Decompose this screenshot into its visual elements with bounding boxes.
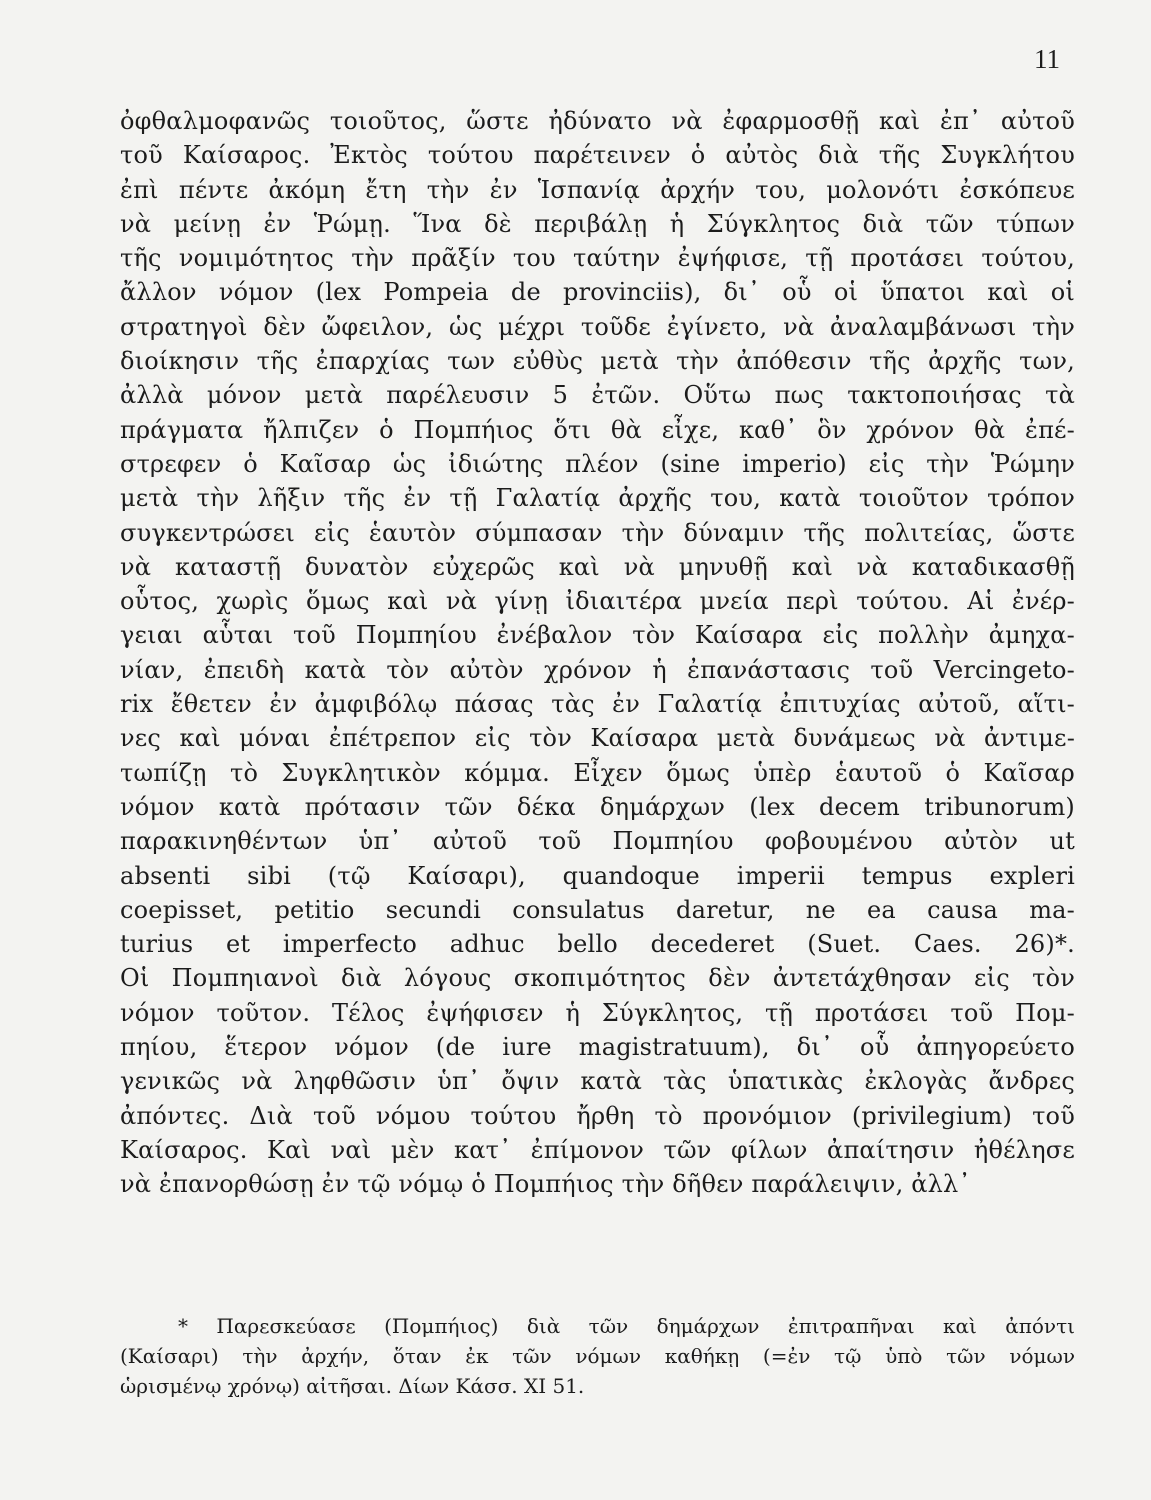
text-line: νες καὶ μόναι ἐπέτρεπον εἰς τὸν Καίσαρα μετὰ δυνάμεως νὰ ἀντιμε- (120, 724, 1075, 753)
footnote-line: ὡρισμένῳ χρόνῳ) αἰτῆσαι. Δίων Κάσσ. XI 51. (120, 1374, 585, 1398)
text-line: turius et imperfecto adhuc bello decederet (Suet. Caes. 26)*. (120, 930, 1075, 959)
text-line: γειαι αὗται τοῦ Πομπηίου ἐνέβαλον τὸν Καίσαρα εἰς πολλὴν ἀμηχα- (120, 621, 1075, 650)
text-line: στρατηγοὶ δὲν ὤφειλον, ὡς μέχρι τοῦδε ἐγίνετο, νὰ ἀναλαμβάνωσι τὴν (120, 312, 1075, 341)
text-line: νόμον τοῦτον. Τέλος ἐψήφισεν ἡ Σύγκλητος, τῇ προτάσει τοῦ Πομ- (120, 998, 1075, 1027)
text-line: νίαν, ἐπειδὴ κατὰ τὸν αὐτὸν χρόνον ἡ ἐπανάστασις τοῦ Vercingeto- (120, 655, 1075, 684)
text-line: ἐπὶ πέντε ἀκόμη ἔτη τὴν ἐν Ἱσπανίᾳ ἀρχήν του, μολονότι ἐσκόπευε (120, 175, 1075, 204)
text-line: νόμον κατὰ πρότασιν τῶν δέκα δημάρχων (lex decem tribunorum) (120, 792, 1075, 821)
text-line: μετὰ τὴν λῆξιν τῆς ἐν τῇ Γαλατίᾳ ἀρχῆς του, κατὰ τοιοῦτον τρόπον (120, 484, 1075, 513)
text-line: ἀλλὰ μόνον μετὰ παρέλευσιν 5 ἐτῶν. Οὕτω πως τακτοποιήσας τὰ (120, 381, 1075, 410)
text-line: rix ἔθετεν ἐν ἀμφιβόλῳ πάσας τὰς ἐν Γαλατίᾳ ἐπιτυχίας αὐτοῦ, αἵτι- (120, 690, 1075, 719)
text-line: Οἱ Πομπηιανοὶ διὰ λόγους σκοπιμότητος δὲν ἀντετάχθησαν εἰς τὸν (120, 964, 1075, 993)
text-line: νὰ ἐπανορθώσῃ ἐν τῷ νόμῳ ὁ Πομπήιος τὴν δῆθεν παράλειψιν, ἀλλ᾽ (120, 1170, 971, 1199)
text-line: τωπίζῃ τὸ Συγκλητικὸν κόμμα. Εἶχεν ὅμως ὑπὲρ ἑαυτοῦ ὁ Καῖσαρ (120, 758, 1075, 787)
text-line: νὰ καταστῇ δυνατὸν εὐχερῶς καὶ νὰ μηνυθῇ καὶ νὰ καταδικασθῇ (120, 552, 1075, 581)
text-line: ἄλλον νόμον (lex Pompeia de provinciis), δι᾽ οὗ οἱ ὕπατοι καὶ οἱ (120, 278, 1075, 307)
text-line: coepisset, petitio secundi consulatus daretur, ne ea causa ma- (120, 895, 1075, 924)
text-line: στρεφεν ὁ Καῖσαρ ὡς ἰδιώτης πλέον (sine imperio) εἰς τὴν Ῥώμην (120, 449, 1075, 478)
text-line: ὀφθαλμοφανῶς τοιοῦτος, ὥστε ἠδύνατο νὰ ἐφαρμοσθῇ καὶ ἐπ᾽ αὐτοῦ (120, 107, 1075, 135)
text-line: τοῦ Καίσαρος. Ἐκτὸς τούτου παρέτεινεν ὁ αὐτὸς διὰ τῆς Συγκλήτου (120, 141, 1075, 170)
footnote (120, 1311, 1075, 1401)
footnote-line: * Παρεσκεύασε (Πομπήιος) διὰ τῶν δημάρχων ἐπιτραπῆναι καὶ ἀπόντι (178, 1314, 1075, 1338)
text-line: συγκεντρώσει εἰς ἑαυτὸν σύμπασαν τὴν δύναμιν τῆς πολιτείας, ὥστε (120, 518, 1075, 547)
text-line: παρακινηθέντων ὑπ᾽ αὐτοῦ τοῦ Πομπηίου φοβουμένου αὐτὸν ut (120, 827, 1075, 856)
text-line: οὗτος, χωρὶς ὅμως καὶ νὰ γίνῃ ἰδιαιτέρα μνεία περὶ τούτου. Αἱ ἐνέρ- (120, 587, 1075, 616)
footnote-line: (Καίσαρι) τὴν ἀρχήν, ὅταν ἐκ τῶν νόμων καθήκῃ (=ἐν τῷ ὑπὸ τῶν νόμων (120, 1344, 1075, 1368)
body-text (120, 104, 1075, 1202)
text-line: γενικῶς νὰ ληφθῶσιν ὑπ᾽ ὄψιν κατὰ τὰς ὑπατικὰς ἐκλογὰς ἄνδρες (120, 1067, 1075, 1096)
text-line: πράγματα ἤλπιζεν ὁ Πομπήιος ὅτι θὰ εἶχε, καθ᾽ ὃν χρόνον θὰ ἐπέ- (120, 415, 1075, 444)
text-line: absenti sibi (τῷ Καίσαρι), quandoque imperii tempus expleri (120, 861, 1075, 890)
text-line: ἀπόντες. Διὰ τοῦ νόμου τούτου ἤρθη τὸ προνόμιον (privilegium) τοῦ (120, 1101, 1075, 1130)
text-line: Καίσαρος. Καὶ ναὶ μὲν κατ᾽ ἐπίμονον τῶν φίλων ἀπαίτησιν ἠθέλησε (120, 1135, 1075, 1164)
page-number: 11 (1034, 44, 1060, 74)
text-line: νὰ μείνῃ ἐν Ῥώμῃ. Ἵνα δὲ περιβάλῃ ἡ Σύγκλητος διὰ τῶν τύπων (120, 209, 1075, 238)
text-line: τῆς νομιμότητος τὴν πρᾶξίν του ταύτην ἐψήφισε, τῇ προτάσει τούτου, (120, 244, 1075, 273)
text-line: διοίκησιν τῆς ἐπαρχίας των εὐθὺς μετὰ τὴν ἀπόθεσιν τῆς ἀρχῆς των, (120, 347, 1075, 376)
text-line: πηίου, ἕτερον νόμον (de iure magistratuum), δι᾽ οὗ ἀπηγορεύετο (120, 1033, 1075, 1062)
